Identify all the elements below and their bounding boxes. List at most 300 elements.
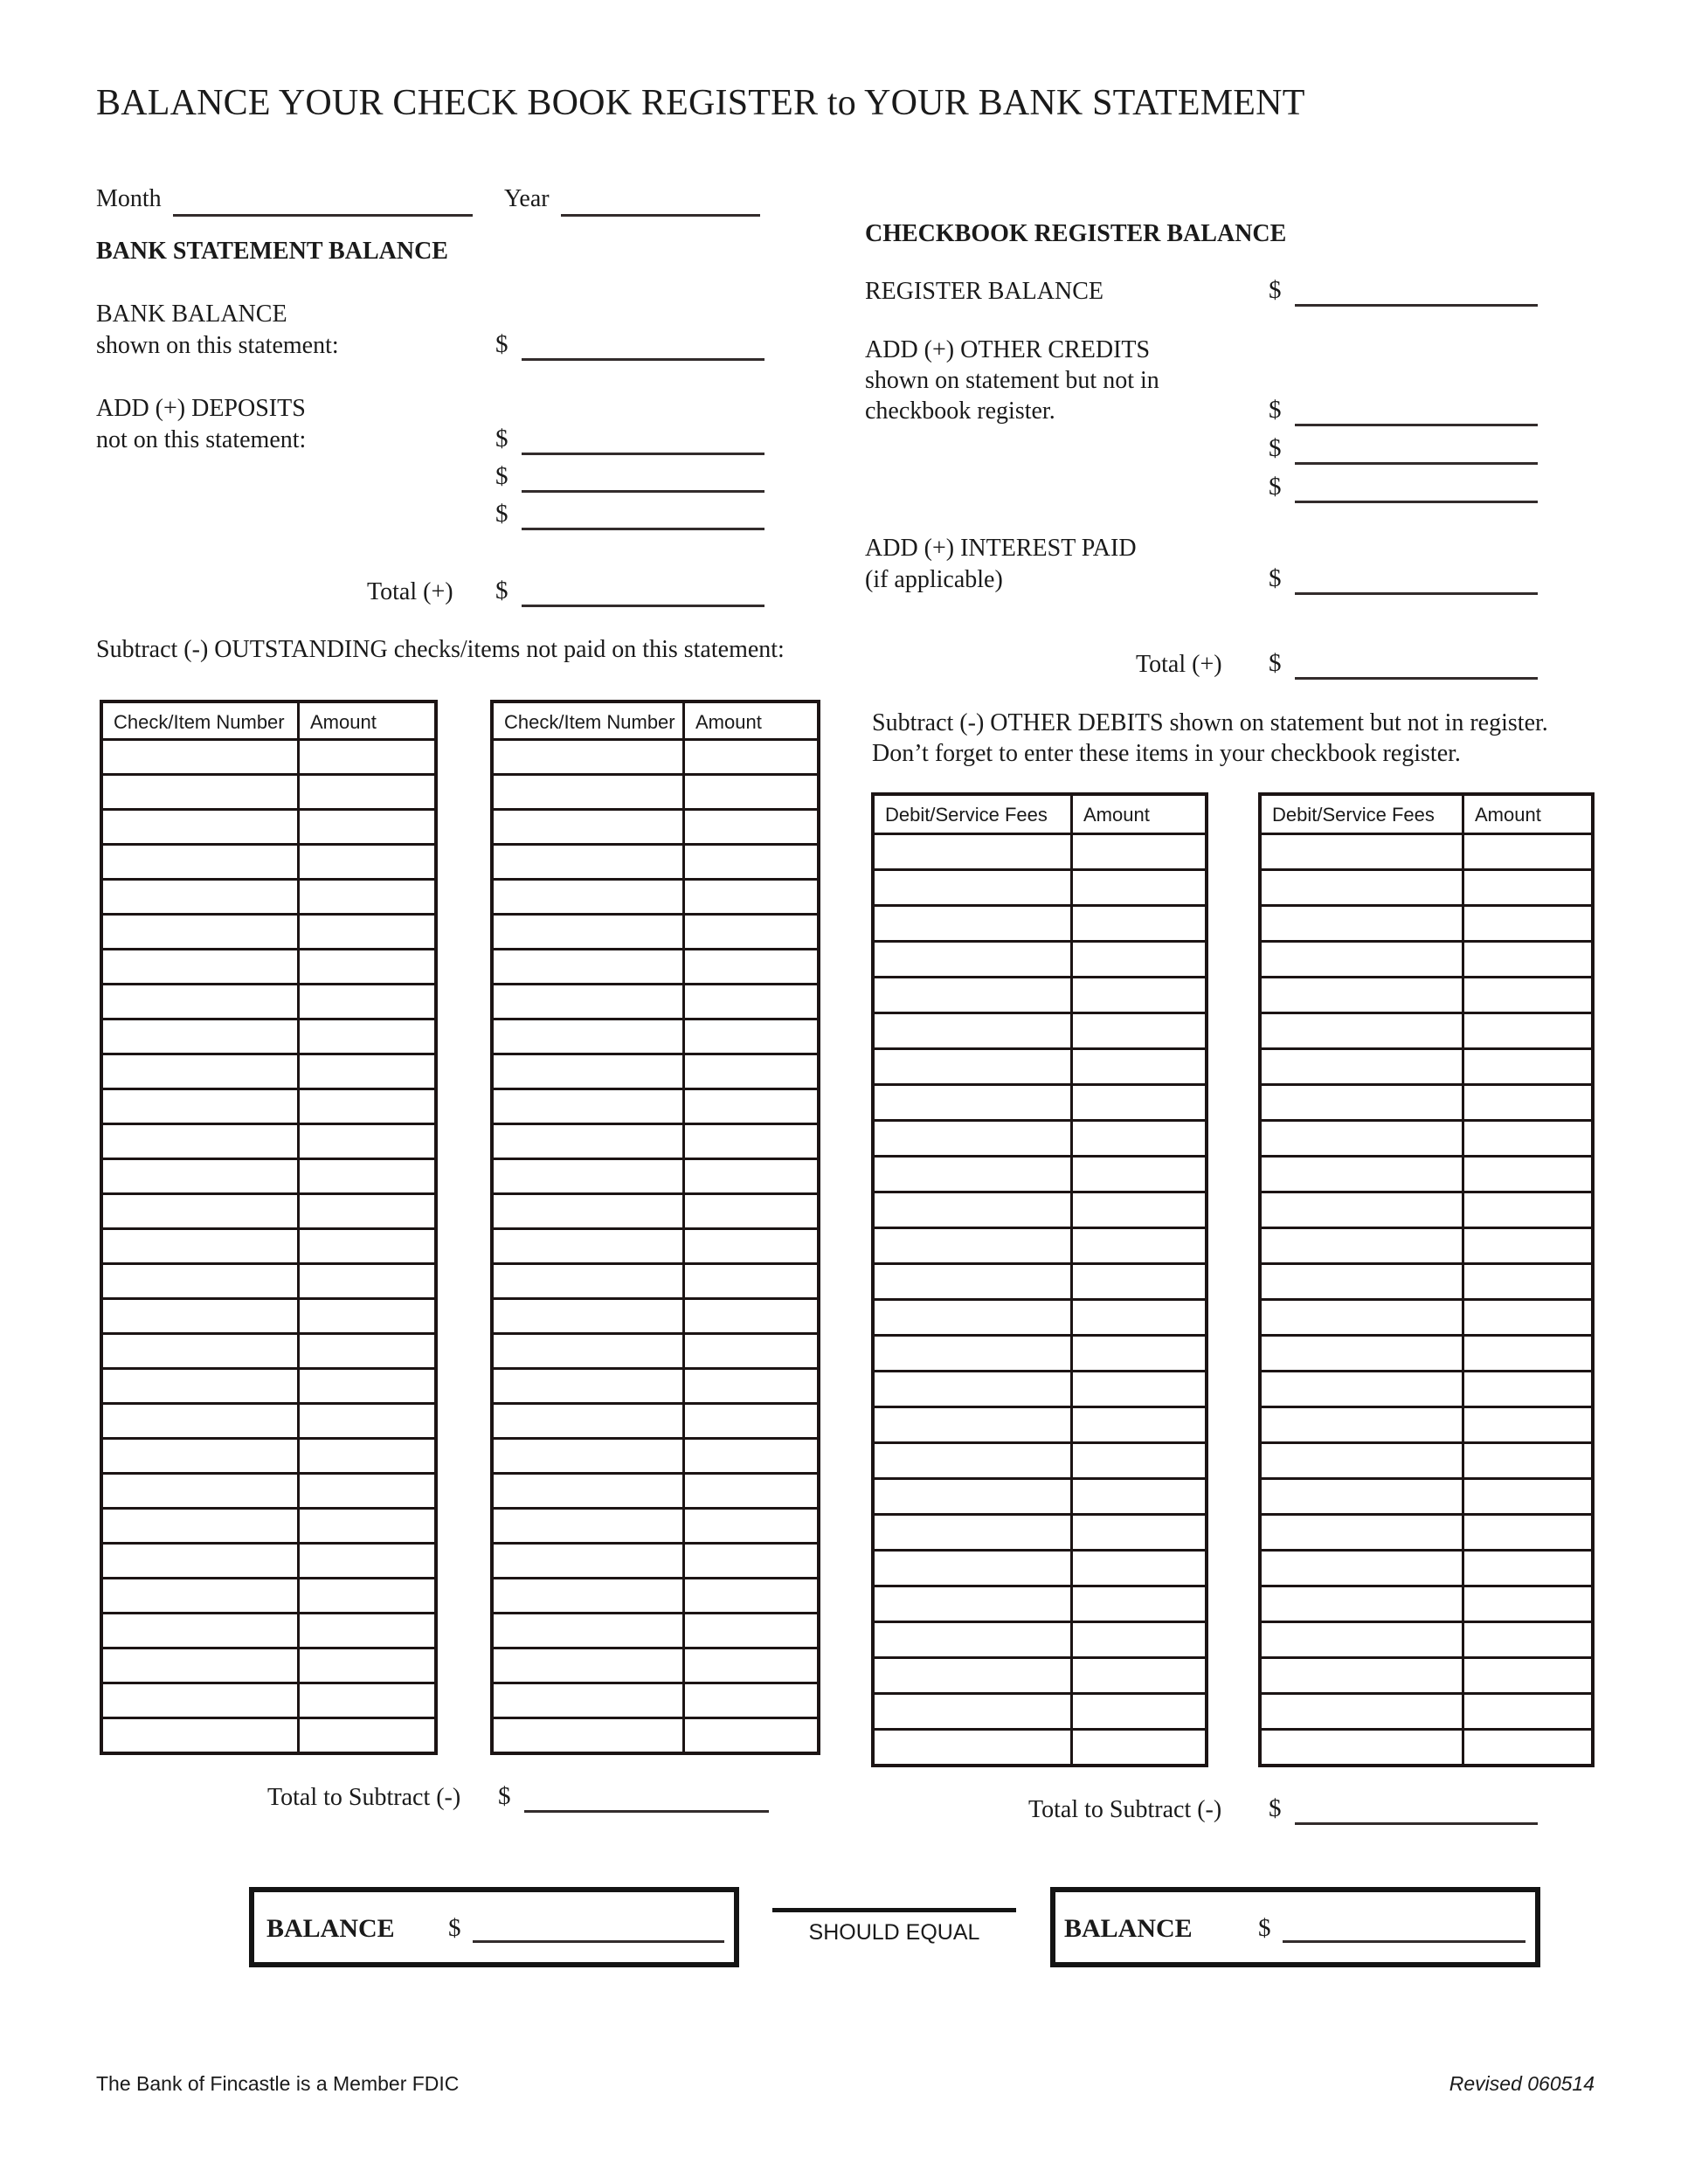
table-cell-amount[interactable] bbox=[1464, 1372, 1591, 1406]
interest-label-1: ADD (+) INTEREST PAID bbox=[865, 535, 1137, 562]
table-cell-entry[interactable] bbox=[103, 1649, 300, 1682]
table-cell-entry[interactable] bbox=[494, 916, 685, 948]
table-cell-amount[interactable] bbox=[1073, 1372, 1205, 1406]
credit-input-line-2[interactable] bbox=[1295, 436, 1538, 465]
table-cell-amount[interactable] bbox=[300, 1195, 434, 1227]
dollar-sign: $ bbox=[495, 577, 508, 605]
table-row bbox=[875, 1477, 1205, 1513]
table-cell-entry[interactable] bbox=[875, 1695, 1073, 1728]
table-cell-amount[interactable] bbox=[300, 1160, 434, 1192]
table-cell-amount[interactable] bbox=[1464, 1516, 1591, 1549]
table-cell-amount[interactable] bbox=[300, 1335, 434, 1367]
table-cell-amount[interactable] bbox=[685, 1649, 817, 1682]
table-cell-amount[interactable] bbox=[685, 985, 817, 1018]
bank-total-input-line[interactable] bbox=[522, 578, 764, 607]
table-cell-entry[interactable] bbox=[875, 1193, 1073, 1227]
table-cell-entry[interactable] bbox=[875, 1122, 1073, 1155]
table-cell-amount[interactable] bbox=[300, 846, 434, 878]
deposit-input-line-2[interactable] bbox=[522, 464, 764, 493]
register-total-input-line[interactable] bbox=[1295, 651, 1538, 680]
dollar-sign: $ bbox=[495, 462, 508, 490]
interest-input-line[interactable] bbox=[1295, 566, 1538, 595]
table-cell-entry[interactable] bbox=[494, 1405, 685, 1437]
dollar-sign: $ bbox=[1269, 396, 1282, 424]
table-cell-amount[interactable] bbox=[1464, 1337, 1591, 1370]
table-row bbox=[1262, 1692, 1591, 1728]
table-cell-amount[interactable] bbox=[1073, 1623, 1205, 1656]
table-cell-entry[interactable] bbox=[1262, 1337, 1464, 1370]
table-cell-entry[interactable] bbox=[494, 1195, 685, 1227]
table-cell-entry[interactable] bbox=[494, 1300, 685, 1332]
table-cell-entry[interactable] bbox=[875, 1301, 1073, 1334]
table-cell-entry[interactable] bbox=[494, 1020, 685, 1053]
table-row bbox=[103, 983, 434, 1018]
table-row bbox=[494, 843, 817, 878]
table-cell-entry[interactable] bbox=[103, 1545, 300, 1577]
table-cell-entry[interactable] bbox=[875, 1731, 1073, 1764]
table-row bbox=[494, 1437, 817, 1472]
table-cell-entry[interactable] bbox=[1262, 1408, 1464, 1441]
table-cell-entry[interactable] bbox=[494, 1265, 685, 1297]
table-cell-entry[interactable] bbox=[875, 1158, 1073, 1191]
table-cell-entry[interactable] bbox=[494, 1510, 685, 1542]
dollar-sign: $ bbox=[1269, 564, 1282, 592]
table-cell-amount[interactable] bbox=[1464, 1301, 1591, 1334]
table-cell-amount[interactable] bbox=[1073, 871, 1205, 904]
table-row bbox=[875, 1047, 1205, 1083]
table-cell-amount[interactable] bbox=[685, 1475, 817, 1507]
table-cell-amount[interactable] bbox=[1464, 1659, 1591, 1692]
table-cell-entry[interactable] bbox=[875, 835, 1073, 868]
month-input-line[interactable] bbox=[173, 188, 473, 217]
table-cell-entry[interactable] bbox=[875, 1587, 1073, 1621]
table-cell-amount[interactable] bbox=[685, 950, 817, 983]
table-cell-amount[interactable] bbox=[1464, 1444, 1591, 1477]
table-cell-amount[interactable] bbox=[300, 1684, 434, 1717]
table-cell-entry[interactable] bbox=[103, 1684, 300, 1717]
table-cell-entry[interactable] bbox=[875, 1265, 1073, 1298]
table-cell-entry[interactable] bbox=[1262, 871, 1464, 904]
table-cell-amount[interactable] bbox=[685, 1020, 817, 1053]
table-cell-amount[interactable] bbox=[685, 1125, 817, 1158]
table-row bbox=[494, 1192, 817, 1227]
table-cell-amount[interactable] bbox=[1073, 1337, 1205, 1370]
balance-box-label: BALANCE bbox=[266, 1914, 395, 1943]
table-cell-amount[interactable] bbox=[1464, 907, 1591, 940]
table-cell-amount[interactable] bbox=[300, 916, 434, 948]
table-cell-entry[interactable] bbox=[875, 1014, 1073, 1047]
table-cell-amount[interactable] bbox=[1073, 1301, 1205, 1334]
table-cell-entry[interactable] bbox=[1262, 1014, 1464, 1047]
table-row bbox=[494, 1088, 817, 1123]
table-cell-amount[interactable] bbox=[1073, 1408, 1205, 1441]
table-cell-entry[interactable] bbox=[1262, 1587, 1464, 1621]
dollar-sign: $ bbox=[1269, 1794, 1282, 1822]
table-cell-amount[interactable] bbox=[1464, 835, 1591, 868]
table-cell-amount[interactable] bbox=[300, 881, 434, 913]
table-row bbox=[875, 940, 1205, 976]
table-cell-amount[interactable] bbox=[300, 1475, 434, 1507]
table-cell-amount[interactable] bbox=[300, 1055, 434, 1088]
dollar-sign: $ bbox=[495, 500, 508, 528]
table-cell-entry[interactable] bbox=[494, 1055, 685, 1088]
table-row bbox=[103, 1612, 434, 1647]
table-cell-amount[interactable] bbox=[1073, 1086, 1205, 1119]
table-cell-amount[interactable] bbox=[685, 1405, 817, 1437]
table-cell-entry[interactable] bbox=[103, 1579, 300, 1612]
table-cell-amount[interactable] bbox=[685, 1440, 817, 1472]
table-cell-entry[interactable] bbox=[1262, 1623, 1464, 1656]
table-cell-entry[interactable] bbox=[103, 741, 300, 773]
table-cell-entry[interactable] bbox=[494, 1160, 685, 1192]
table-cell-amount[interactable] bbox=[300, 1020, 434, 1053]
register-total-subtract-input-line[interactable] bbox=[1295, 1796, 1538, 1825]
table-row bbox=[494, 948, 817, 983]
table-cell-entry[interactable] bbox=[1262, 1731, 1464, 1764]
table-cell-amount[interactable] bbox=[685, 1545, 817, 1577]
table-cell-entry[interactable] bbox=[494, 1545, 685, 1577]
table-row bbox=[103, 1507, 434, 1542]
table-cell-amount[interactable] bbox=[1464, 1623, 1591, 1656]
table-cell-entry[interactable] bbox=[875, 871, 1073, 904]
table-row bbox=[1262, 1191, 1591, 1227]
dollar-sign: $ bbox=[1269, 434, 1282, 462]
table-cell-entry[interactable] bbox=[1262, 1193, 1464, 1227]
table-cell-amount[interactable] bbox=[1073, 1229, 1205, 1262]
table-cell-entry[interactable] bbox=[103, 1125, 300, 1158]
table-cell-entry[interactable] bbox=[103, 1335, 300, 1367]
table-cell-entry[interactable] bbox=[103, 881, 300, 913]
table-cell-entry[interactable] bbox=[494, 950, 685, 983]
table-cell-amount[interactable] bbox=[1073, 907, 1205, 940]
table-cell-amount[interactable] bbox=[685, 846, 817, 878]
table-cell-entry[interactable] bbox=[875, 1659, 1073, 1692]
table-cell-entry[interactable] bbox=[494, 1649, 685, 1682]
dollar-sign: $ bbox=[1258, 1914, 1271, 1942]
table-cell-amount[interactable] bbox=[1073, 835, 1205, 868]
table-cell-amount[interactable] bbox=[300, 776, 434, 808]
table-cell-amount[interactable] bbox=[1464, 943, 1591, 976]
table-cell-entry[interactable] bbox=[1262, 1229, 1464, 1262]
table-row bbox=[1262, 1083, 1591, 1119]
table-row bbox=[103, 1262, 434, 1297]
table-cell-amount[interactable] bbox=[1464, 1122, 1591, 1155]
table-cell-entry[interactable] bbox=[103, 1405, 300, 1437]
table-cell-entry[interactable] bbox=[494, 985, 685, 1018]
table-cell-entry[interactable] bbox=[1262, 943, 1464, 976]
table-cell-entry[interactable] bbox=[875, 1408, 1073, 1441]
table-cell-amount[interactable] bbox=[685, 1510, 817, 1542]
table-cell-amount[interactable] bbox=[685, 1684, 817, 1717]
table-cell-amount[interactable] bbox=[300, 1440, 434, 1472]
interest-label-2: (if applicable) bbox=[865, 566, 1003, 593]
table-cell-entry[interactable] bbox=[494, 811, 685, 843]
table-row bbox=[1262, 1298, 1591, 1334]
table-cell-entry[interactable] bbox=[875, 1229, 1073, 1262]
table-cell-entry[interactable] bbox=[1262, 1158, 1464, 1191]
table-cell-entry[interactable] bbox=[103, 1300, 300, 1332]
table-cell-amount[interactable] bbox=[1073, 1731, 1205, 1764]
table-cell-amount[interactable] bbox=[1073, 1552, 1205, 1585]
table-cell-amount[interactable] bbox=[1073, 1050, 1205, 1083]
table-cell-entry[interactable] bbox=[494, 1614, 685, 1647]
table-cell-entry[interactable] bbox=[103, 1440, 300, 1472]
table-cell-entry[interactable] bbox=[494, 1719, 685, 1752]
table-cell-amount[interactable] bbox=[685, 811, 817, 843]
table-cell-amount[interactable] bbox=[300, 741, 434, 773]
outstanding-checks-table-1 bbox=[100, 700, 438, 1755]
table-cell-entry[interactable] bbox=[875, 1337, 1073, 1370]
bank-section-heading: BANK STATEMENT BALANCE bbox=[96, 238, 448, 265]
table-cell-amount[interactable] bbox=[1464, 978, 1591, 1012]
table-cell-entry[interactable] bbox=[875, 1444, 1073, 1477]
table-cell-entry[interactable] bbox=[875, 1480, 1073, 1513]
table-row bbox=[875, 1621, 1205, 1656]
table-cell-entry[interactable] bbox=[494, 846, 685, 878]
table-cell-entry[interactable] bbox=[103, 985, 300, 1018]
table-cell-amount[interactable] bbox=[1464, 1229, 1591, 1262]
table-cell-entry[interactable] bbox=[1262, 1086, 1464, 1119]
deposit-input-line-1[interactable] bbox=[522, 426, 764, 455]
table-cell-amount[interactable] bbox=[1073, 1516, 1205, 1549]
table-row bbox=[494, 1402, 817, 1437]
table-cell-amount[interactable] bbox=[300, 1370, 434, 1402]
table-cell-amount[interactable] bbox=[685, 1230, 817, 1262]
table-cell-amount[interactable] bbox=[1464, 1695, 1591, 1728]
table-cell-amount[interactable] bbox=[300, 1545, 434, 1577]
table-cell-entry[interactable] bbox=[494, 776, 685, 808]
table-cell-amount[interactable] bbox=[300, 1125, 434, 1158]
register-section-heading: CHECKBOOK REGISTER BALANCE bbox=[865, 220, 1287, 247]
table-cell-entry[interactable] bbox=[103, 1370, 300, 1402]
table-row bbox=[875, 1406, 1205, 1441]
table-cell-entry[interactable] bbox=[875, 1372, 1073, 1406]
table-row bbox=[1262, 1621, 1591, 1656]
table-cell-entry[interactable] bbox=[103, 1195, 300, 1227]
table-row bbox=[1262, 940, 1591, 976]
table-cell-entry[interactable] bbox=[494, 1370, 685, 1402]
column-header-check-item: Check/Item Number bbox=[103, 703, 300, 738]
table-cell-amount[interactable] bbox=[300, 1090, 434, 1123]
dollar-sign: $ bbox=[495, 330, 508, 358]
table-cell-amount[interactable] bbox=[300, 1579, 434, 1612]
table-cell-entry[interactable] bbox=[103, 916, 300, 948]
table-cell-amount[interactable] bbox=[1464, 1086, 1591, 1119]
table-cell-entry[interactable] bbox=[1262, 1050, 1464, 1083]
table-cell-amount[interactable] bbox=[1073, 1193, 1205, 1227]
register-balance-label: REGISTER BALANCE bbox=[865, 278, 1103, 305]
table-cell-entry[interactable] bbox=[103, 1614, 300, 1647]
table-cell-amount[interactable] bbox=[1073, 1659, 1205, 1692]
table-cell-amount[interactable] bbox=[300, 950, 434, 983]
table-row bbox=[494, 1262, 817, 1297]
table-row bbox=[103, 843, 434, 878]
table-cell-amount[interactable] bbox=[1073, 1265, 1205, 1298]
table-cell-entry[interactable] bbox=[494, 1125, 685, 1158]
table-row bbox=[494, 1542, 817, 1577]
table-cell-entry[interactable] bbox=[103, 776, 300, 808]
dollar-sign: $ bbox=[448, 1914, 461, 1942]
table-cell-entry[interactable] bbox=[875, 907, 1073, 940]
table-cell-entry[interactable] bbox=[1262, 1516, 1464, 1549]
table-cell-entry[interactable] bbox=[1262, 1695, 1464, 1728]
table-cell-entry[interactable] bbox=[1262, 907, 1464, 940]
table-cell-amount[interactable] bbox=[685, 1719, 817, 1752]
table-row bbox=[103, 1647, 434, 1682]
table-cell-amount[interactable] bbox=[300, 1719, 434, 1752]
table-cell-amount[interactable] bbox=[1073, 943, 1205, 976]
table-cell-amount[interactable] bbox=[1073, 1158, 1205, 1191]
bank-balance-input-line[interactable] bbox=[522, 332, 764, 361]
table-cell-amount[interactable] bbox=[1464, 1158, 1591, 1191]
table-cell-entry[interactable] bbox=[1262, 1659, 1464, 1692]
table-row bbox=[103, 1472, 434, 1507]
table-cell-amount[interactable] bbox=[1073, 1587, 1205, 1621]
table-cell-entry[interactable] bbox=[1262, 1444, 1464, 1477]
table-row bbox=[494, 913, 817, 948]
table-cell-amount[interactable] bbox=[300, 811, 434, 843]
table-cell-entry[interactable] bbox=[875, 978, 1073, 1012]
table-cell-amount[interactable] bbox=[300, 1300, 434, 1332]
register-final-balance-input-line[interactable] bbox=[1283, 1914, 1525, 1943]
bank-total-subtract-input-line[interactable] bbox=[524, 1784, 769, 1813]
table-cell-entry[interactable] bbox=[103, 811, 300, 843]
table-cell-amount[interactable] bbox=[1464, 1014, 1591, 1047]
table-cell-entry[interactable] bbox=[494, 1475, 685, 1507]
table-row bbox=[875, 1370, 1205, 1406]
table-cell-entry[interactable] bbox=[103, 1719, 300, 1752]
table-cell-amount[interactable] bbox=[300, 985, 434, 1018]
table-cell-entry[interactable] bbox=[103, 1090, 300, 1123]
table-cell-entry[interactable] bbox=[494, 1579, 685, 1612]
table-cell-amount[interactable] bbox=[685, 1370, 817, 1402]
table-cell-amount[interactable] bbox=[685, 1579, 817, 1612]
table-row bbox=[875, 1262, 1205, 1298]
table-cell-amount[interactable] bbox=[1464, 1480, 1591, 1513]
column-header-amount: Amount bbox=[1475, 804, 1541, 826]
table-cell-entry[interactable] bbox=[494, 741, 685, 773]
table-cell-entry[interactable] bbox=[1262, 1552, 1464, 1585]
table-row bbox=[1262, 1728, 1591, 1764]
table-cell-amount[interactable] bbox=[685, 1265, 817, 1297]
column-header-amount: Amount bbox=[1083, 804, 1150, 826]
table-row bbox=[875, 904, 1205, 940]
table-cell-amount[interactable] bbox=[685, 916, 817, 948]
credit-input-line-3[interactable] bbox=[1295, 474, 1538, 503]
table-cell-entry[interactable] bbox=[494, 1230, 685, 1262]
register-balance-result-box bbox=[1050, 1887, 1540, 1967]
table-header-row bbox=[103, 703, 434, 738]
table-cell-amount[interactable] bbox=[685, 1614, 817, 1647]
table-cell-entry[interactable] bbox=[875, 943, 1073, 976]
table-cell-entry[interactable] bbox=[1262, 1372, 1464, 1406]
table-row bbox=[103, 1158, 434, 1192]
table-cell-entry[interactable] bbox=[1262, 835, 1464, 868]
table-cell-amount[interactable] bbox=[685, 1195, 817, 1227]
table-cell-entry[interactable] bbox=[103, 1020, 300, 1053]
table-row bbox=[875, 1585, 1205, 1621]
table-cell-amount[interactable] bbox=[1073, 1695, 1205, 1728]
table-cell-entry[interactable] bbox=[1262, 1122, 1464, 1155]
table-cell-entry[interactable] bbox=[1262, 978, 1464, 1012]
table-cell-entry[interactable] bbox=[494, 1090, 685, 1123]
table-cell-amount[interactable] bbox=[685, 741, 817, 773]
table-cell-entry[interactable] bbox=[494, 881, 685, 913]
table-cell-entry[interactable] bbox=[494, 1440, 685, 1472]
table-cell-amount[interactable] bbox=[685, 776, 817, 808]
table-cell-entry[interactable] bbox=[875, 1552, 1073, 1585]
table-cell-entry[interactable] bbox=[103, 1160, 300, 1192]
table-cell-amount[interactable] bbox=[1073, 1444, 1205, 1477]
table-cell-amount[interactable] bbox=[685, 881, 817, 913]
table-cell-entry[interactable] bbox=[1262, 1265, 1464, 1298]
table-cell-amount[interactable] bbox=[300, 1510, 434, 1542]
column-header-amount: Amount bbox=[310, 711, 377, 733]
table-cell-amount[interactable] bbox=[1464, 1050, 1591, 1083]
table-cell-entry[interactable] bbox=[1262, 1301, 1464, 1334]
table-row bbox=[1262, 904, 1591, 940]
table-cell-entry[interactable] bbox=[875, 1623, 1073, 1656]
table-cell-entry[interactable] bbox=[875, 1516, 1073, 1549]
table-cell-entry[interactable] bbox=[103, 1265, 300, 1297]
table-cell-entry[interactable] bbox=[103, 950, 300, 983]
table-cell-amount[interactable] bbox=[1464, 1552, 1591, 1585]
table-cell-amount[interactable] bbox=[1073, 1014, 1205, 1047]
table-cell-entry[interactable] bbox=[103, 1230, 300, 1262]
table-cell-amount[interactable] bbox=[300, 1614, 434, 1647]
table-row bbox=[103, 1053, 434, 1088]
table-cell-entry[interactable] bbox=[875, 1086, 1073, 1119]
table-cell-entry[interactable] bbox=[875, 1050, 1073, 1083]
table-cell-amount[interactable] bbox=[685, 1335, 817, 1367]
table-cell-amount[interactable] bbox=[1464, 1731, 1591, 1764]
table-cell-amount[interactable] bbox=[1073, 978, 1205, 1012]
table-cell-entry[interactable] bbox=[103, 1510, 300, 1542]
table-cell-amount[interactable] bbox=[300, 1649, 434, 1682]
table-row bbox=[103, 738, 434, 773]
table-cell-amount[interactable] bbox=[1464, 1193, 1591, 1227]
table-cell-amount[interactable] bbox=[685, 1160, 817, 1192]
table-cell-amount[interactable] bbox=[1464, 1265, 1591, 1298]
table-cell-amount[interactable] bbox=[300, 1405, 434, 1437]
table-cell-amount[interactable] bbox=[1464, 1408, 1591, 1441]
table-cell-entry[interactable] bbox=[494, 1335, 685, 1367]
table-cell-entry[interactable] bbox=[103, 846, 300, 878]
table-cell-amount[interactable] bbox=[685, 1055, 817, 1088]
bank-final-balance-input-line[interactable] bbox=[473, 1914, 724, 1943]
table-cell-amount[interactable] bbox=[1464, 871, 1591, 904]
table-cell-amount[interactable] bbox=[300, 1265, 434, 1297]
year-input-line[interactable] bbox=[561, 188, 760, 217]
table-cell-amount[interactable] bbox=[300, 1230, 434, 1262]
table-row bbox=[875, 1549, 1205, 1585]
table-cell-entry[interactable] bbox=[103, 1055, 300, 1088]
table-cell-entry[interactable] bbox=[494, 1684, 685, 1717]
table-cell-amount[interactable] bbox=[1073, 1122, 1205, 1155]
register-balance-input-line[interactable] bbox=[1295, 278, 1538, 307]
table-cell-amount[interactable] bbox=[685, 1090, 817, 1123]
table-cell-entry[interactable] bbox=[1262, 1480, 1464, 1513]
table-row bbox=[103, 913, 434, 948]
table-cell-amount[interactable] bbox=[1073, 1480, 1205, 1513]
credit-input-line-1[interactable] bbox=[1295, 397, 1538, 426]
table-cell-amount[interactable] bbox=[1464, 1587, 1591, 1621]
table-row bbox=[494, 1647, 817, 1682]
table-cell-amount[interactable] bbox=[685, 1300, 817, 1332]
deposit-input-line-3[interactable] bbox=[522, 501, 764, 530]
table-row bbox=[103, 1332, 434, 1367]
table-cell-entry[interactable] bbox=[103, 1475, 300, 1507]
